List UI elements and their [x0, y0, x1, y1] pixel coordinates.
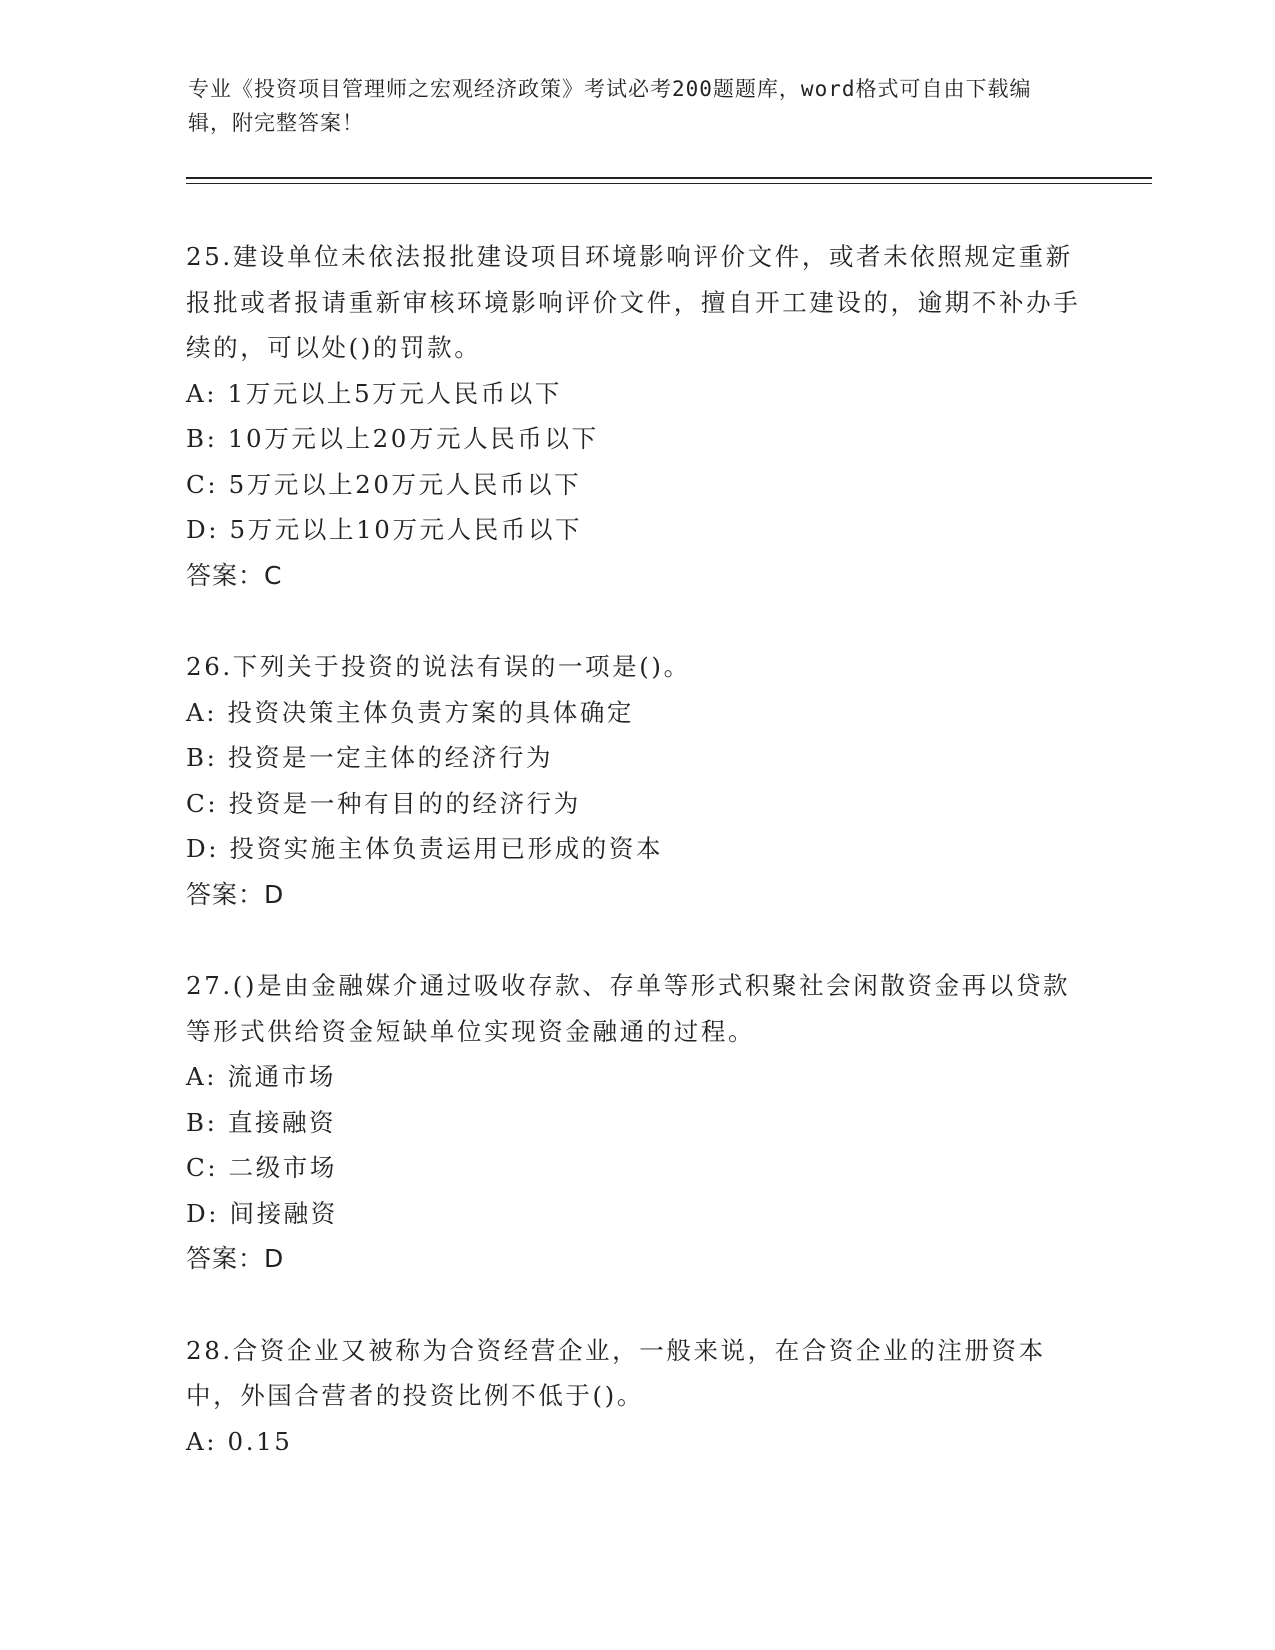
option-a: A: 投资决策主体负责方案的具体确定: [186, 697, 635, 727]
option-b: B: 10万元以上20万元人民币以下: [186, 424, 599, 453]
question-text: 25.建设单位未依法报批建设项目环境影响评价文件，或者未依照规定重新报批或者报请重新审核环境影响评价文件，擅自开工建设的，逾期不补办手续的，可以处()的罚款。: [186, 242, 1081, 362]
option-d: D: 投资实施主体负责运用已形成的资本: [186, 834, 664, 863]
question-28: [186, 1328, 1086, 1465]
option-c: C: 5万元以上20万元人民币以下: [186, 469, 582, 499]
question-text: 26.下列关于投资的说法有误的一项是()。: [186, 652, 691, 681]
option-b: B: 直接融资: [186, 1107, 337, 1137]
option-a: A: 1万元以上5万元人民币以下: [186, 378, 563, 408]
answer: 答案：D: [186, 879, 285, 909]
answer: 答案：D: [186, 1244, 285, 1273]
header-divider-thin: [186, 183, 1152, 184]
option-b: B: 投资是一定主体的经济行为: [186, 743, 554, 772]
option-d: D: 间接融资: [186, 1198, 338, 1228]
answer: 答案：C: [186, 560, 283, 590]
document-header: 专业《投资项目管理师之宏观经济政策》考试必考200题题库，word格式可自由下载编辑，附完整答案！: [188, 77, 1032, 135]
question-text: 27.()是由金融媒介通过吸收存款、存单等形式积聚社会闲散资金再以贷款等形式供给资金短缺单位实现资金融通的过程。: [186, 971, 1071, 1046]
option-a: A: 流通市场: [186, 1062, 336, 1091]
question-25: [186, 234, 1086, 598]
option-d: D: 5万元以上10万元人民币以下: [186, 515, 583, 544]
option-c: C: 二级市场: [186, 1153, 337, 1182]
header-divider-thick: [186, 177, 1152, 179]
question-text: 28.合资企业又被称为合资经营企业，一般来说，在合资企业的注册资本中，外国合营者的投资比例不低于()。: [186, 1335, 1046, 1410]
option-a: A: 0.15: [186, 1426, 293, 1456]
question-27: [186, 963, 1086, 1282]
option-c: C: 投资是一种有目的的经济行为: [186, 788, 581, 818]
question-26: [186, 644, 1086, 917]
question-list: [186, 234, 1086, 1510]
